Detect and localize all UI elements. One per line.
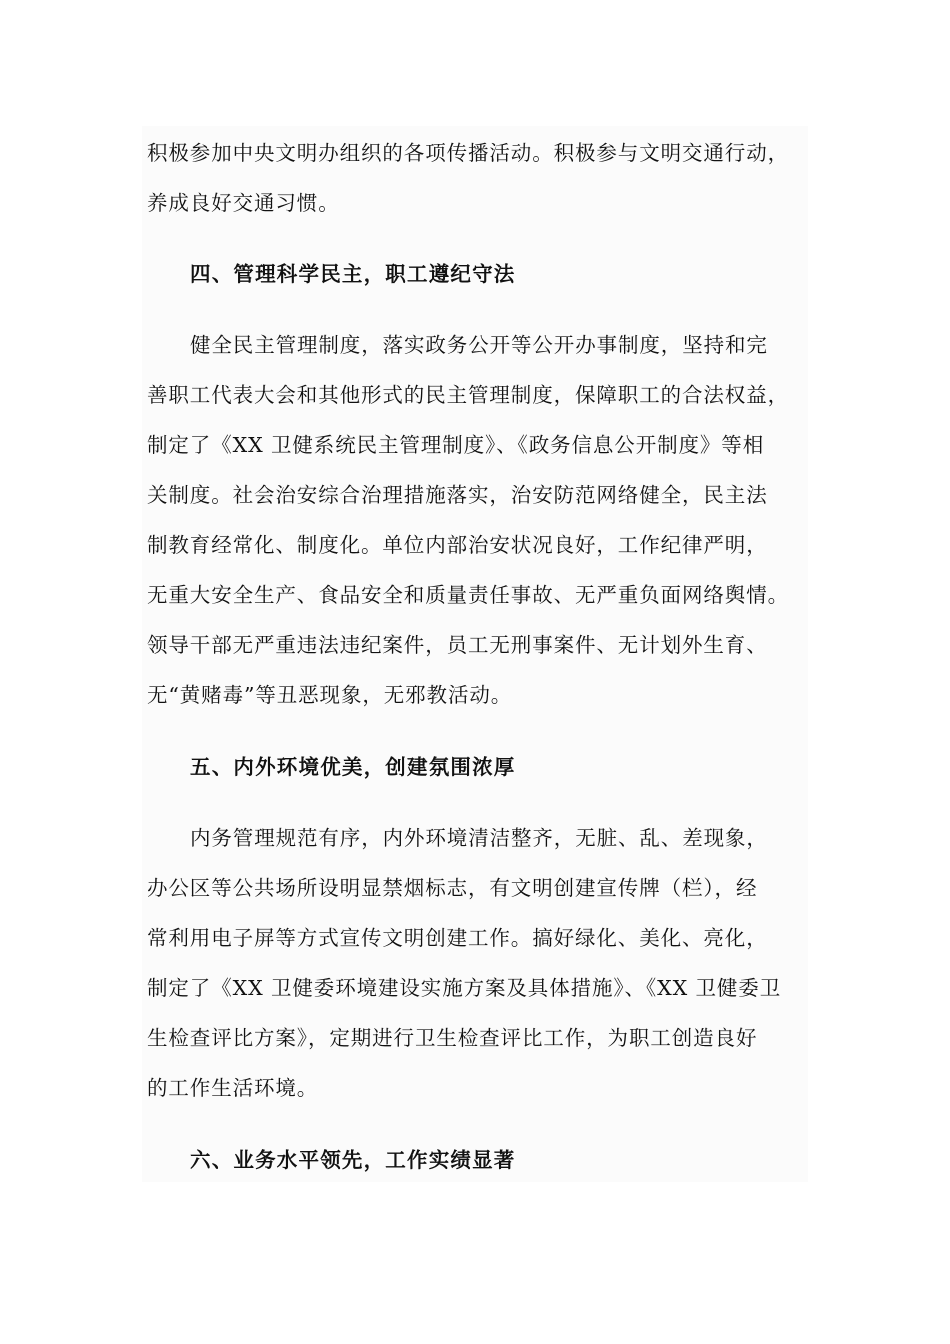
text-line: 办公区等公共场所设明显禁烟标志，有文明创建宣传牌（栏），经 — [147, 876, 758, 900]
text-line: 内务管理规范有序，内外环境清洁整齐，无脏、乱、差现象， — [190, 826, 768, 850]
section-heading-6: 六、业务水平领先，工作实绩显著 — [190, 1148, 516, 1172]
paragraph — [147, 826, 807, 1100]
text-line: 健全民主管理制度，落实政务公开等公开办事制度，坚持和完 — [190, 333, 768, 357]
paragraph-continued — [147, 141, 807, 215]
text-line: 常利用电子屏等方式宣传文明创建工作。搞好绿化、美化、亮化， — [147, 926, 768, 950]
text-line: 制定了《XX 卫健系统民主管理制度》、《政务信息公开制度》等相 — [147, 433, 765, 457]
text-line: 善职工代表大会和其他形式的民主管理制度，保障职工的合法权益， — [147, 383, 789, 407]
text-line: 积极参加中央文明办组织的各项传播活动。积极参与文明交通行动， — [147, 141, 789, 165]
text-line: 制定了《XX 卫健委环境建设实施方案及具体措施》、《XX 卫健委卫 — [147, 976, 782, 1000]
text-line: 无“黄赌毒”等丑恶现象，无邪教活动。 — [147, 683, 513, 707]
text-line: 养成良好交通习惯。 — [147, 191, 340, 215]
text-line: 的工作生活环境。 — [147, 1076, 319, 1100]
paragraph — [147, 333, 807, 707]
section-heading-4: 四、管理科学民主，职工遵纪守法 — [190, 262, 516, 286]
text-line: 关制度。社会治安综合治理措施落实，治安防范网络健全，民主法 — [147, 483, 768, 507]
document-body — [147, 128, 807, 1172]
section-heading-5: 五、内外环境优美，创建氛围浓厚 — [190, 755, 516, 779]
text-line: 制教育经常化、制度化。单位内部治安状况良好，工作纪律严明， — [147, 533, 768, 557]
text-line: 生检查评比方案》，定期进行卫生检查评比工作，为职工创造良好 — [147, 1026, 758, 1050]
text-line: 无重大安全生产、食品安全和质量责任事故、无严重负面网络舆情。 — [147, 583, 789, 607]
text-line: 领导干部无严重违法违纪案件，员工无刑事案件、无计划外生育、 — [147, 633, 768, 657]
